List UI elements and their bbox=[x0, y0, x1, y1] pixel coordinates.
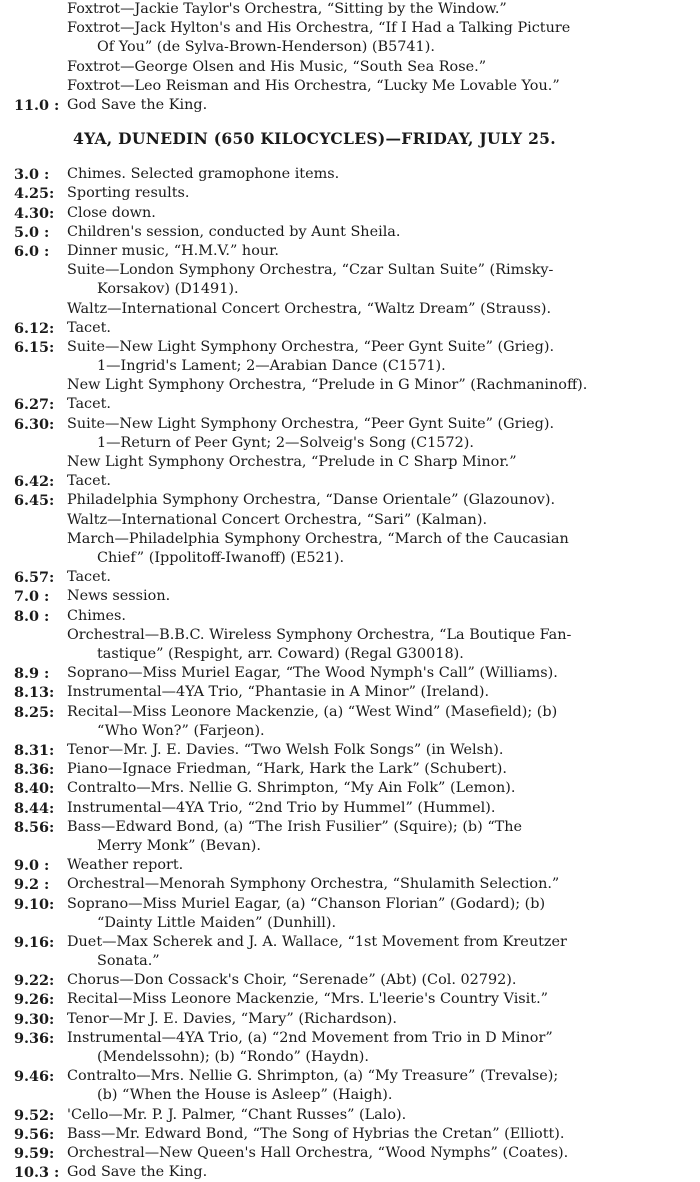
entry-line: Suite—New Light Symphony Orchestra, “Peer Gynt Suite” (Grieg). bbox=[67, 415, 555, 432]
entry-line: New Light Symphony Orchestra, “Prelude in G Minor” (Rachmaninoff). bbox=[67, 377, 588, 394]
entry-line: Recital—Miss Leonore Mackenzie, “Mrs. L'leerie's Country Visit.” bbox=[67, 991, 549, 1008]
programme-entry bbox=[0, 1125, 700, 1144]
entry-time: 9.56: bbox=[14, 1125, 55, 1143]
programme-entry bbox=[0, 856, 700, 875]
entry-line: Instrumental—4YA Trio, “2nd Trio by Hummel” (Hummel). bbox=[67, 799, 496, 816]
entry-line: Bass—Edward Bond, (a) “The Irish Fusilier” (Squire); (b) “The bbox=[67, 818, 523, 835]
entry-line: Contralto—Mrs. Nellie G. Shrimpton, “My Ain Folk” (Lemon). bbox=[67, 780, 516, 797]
entry-line: Bass—Mr. Edward Bond, “The Song of Hybrias the Cretan” (Elliott). bbox=[67, 1125, 565, 1142]
entry-time: 9.26: bbox=[14, 991, 55, 1009]
programme-entry bbox=[0, 472, 700, 491]
entry-line: Instrumental—4YA Trio, “Phantasie in A Minor” (Ireland). bbox=[67, 684, 490, 701]
entry-content bbox=[67, 1125, 700, 1144]
programme-entry bbox=[0, 1163, 700, 1182]
entry-content bbox=[67, 875, 700, 894]
entry-line: Tacet. bbox=[67, 319, 111, 336]
entry-time: 9.59: bbox=[14, 1145, 55, 1163]
entry-line: Contralto—Mrs. Nellie G. Shrimpton, (a) “My Treasure” (Trevalse); bbox=[67, 1068, 559, 1085]
entry-line: Chimes. bbox=[67, 607, 127, 624]
programme-entry bbox=[0, 338, 700, 396]
entry-line: March—Philadelphia Symphony Orchestra, “March of the Caucasian bbox=[67, 530, 569, 547]
entry-content bbox=[67, 96, 700, 115]
station-heading: 4YA, DUNEDIN (650 KILOCYCLES)—FRIDAY, JULY 25. bbox=[73, 129, 556, 149]
entry-content bbox=[67, 184, 700, 203]
entry-time: 5.0 : bbox=[14, 223, 50, 241]
entry-line: Chief” (Ippolitoff-Iwanoff) (E521). bbox=[97, 550, 345, 566]
entry-line: Tenor—Mr J. E. Davies, “Mary” (Richardson). bbox=[67, 1010, 397, 1027]
programme-entry bbox=[0, 1067, 700, 1105]
programme-entry bbox=[0, 491, 700, 568]
entry-content bbox=[67, 779, 700, 798]
entry-line: Suite—London Symphony Orchestra, “Czar Sultan Suite” (Rimsky- bbox=[67, 262, 554, 279]
entry-time: 6.57: bbox=[14, 569, 55, 587]
programme-entry bbox=[0, 204, 700, 223]
programme-entry bbox=[0, 895, 700, 933]
entry-time: 9.0 : bbox=[14, 857, 50, 875]
entry-content bbox=[67, 683, 700, 702]
entry-line: 1—Ingrid's Lament; 2—Arabian Dance (C1571). bbox=[97, 358, 446, 375]
entry-time: 10.3 : bbox=[14, 1164, 60, 1182]
entry-line: Tacet. bbox=[67, 396, 111, 413]
entry-time: 4.30: bbox=[14, 204, 55, 222]
programme-entry bbox=[0, 587, 700, 606]
prelude-line: Foxtrot—Jackie Taylor's Orchestra, “Sitting by the Window.” bbox=[67, 1, 507, 17]
entry-content bbox=[67, 703, 700, 741]
entry-content bbox=[67, 338, 700, 396]
programme-entry bbox=[0, 1029, 700, 1067]
entry-line: Dinner music, “H.M.V.” hour. bbox=[67, 242, 279, 259]
entry-content bbox=[67, 799, 700, 818]
programme-entry bbox=[0, 1010, 700, 1029]
programme-entry bbox=[0, 703, 700, 741]
entry-time: 3.0 : bbox=[14, 166, 50, 184]
entry-line: Instrumental—4YA Trio, (a) “2nd Movement from Trio in D Minor” bbox=[67, 1029, 553, 1046]
entry-content bbox=[67, 472, 700, 491]
entry-content bbox=[67, 568, 700, 587]
programme-entry bbox=[0, 415, 700, 473]
entry-time: 9.36: bbox=[14, 1029, 55, 1047]
prelude-item bbox=[67, 77, 700, 96]
entry-line: Philadelphia Symphony Orchestra, “Danse Orientale” (Glazounov). bbox=[67, 492, 556, 509]
programme-entry bbox=[0, 1144, 700, 1163]
entry-content bbox=[67, 223, 700, 242]
entry-time: 8.9 : bbox=[14, 665, 50, 683]
entry-content bbox=[67, 491, 700, 568]
entry-content bbox=[67, 933, 700, 971]
entry-time: 8.0 : bbox=[14, 607, 50, 625]
prelude-item bbox=[67, 58, 700, 77]
entry-content bbox=[67, 319, 700, 338]
programme-entry bbox=[0, 799, 700, 818]
entry-line: 'Cello—Mr. P. J. Palmer, “Chant Russes” (Lalo). bbox=[67, 1106, 407, 1123]
entry-line: Chorus—Don Cossack's Choir, “Serenade” (Abt) (Col. 02792). bbox=[67, 972, 517, 989]
entry-line: Tacet. bbox=[67, 569, 111, 586]
entry-content bbox=[67, 242, 700, 319]
entry-content bbox=[67, 818, 700, 856]
entry-time: 9.16: bbox=[14, 933, 55, 951]
prelude-item bbox=[67, 19, 700, 57]
entry-line: Sporting results. bbox=[67, 185, 190, 202]
entry-time: 6.0 : bbox=[14, 242, 50, 260]
programme-entry bbox=[0, 933, 700, 971]
entry-time: 6.30: bbox=[14, 415, 55, 433]
entry-content bbox=[67, 1029, 700, 1067]
entry-line: New Light Symphony Orchestra, “Prelude in C Sharp Minor.” bbox=[67, 454, 517, 471]
entry-content bbox=[67, 990, 700, 1009]
entry-line: Soprano—Miss Muriel Eagar, “The Wood Nymph's Call” (Williams). bbox=[67, 665, 558, 682]
entry-line: Orchestral—New Queen's Hall Orchestra, “Wood Nymphs” (Coates). bbox=[67, 1145, 569, 1162]
programme-entry bbox=[0, 971, 700, 990]
entry-content bbox=[67, 165, 700, 184]
entry-content bbox=[67, 856, 700, 875]
programme-entry bbox=[0, 568, 700, 587]
entry-line: Chimes. Selected gramophone items. bbox=[67, 166, 340, 183]
prelude-line: Foxtrot—George Olsen and His Music, “South Sea Rose.” bbox=[67, 58, 487, 75]
entry-content bbox=[67, 1163, 700, 1182]
entry-time: 8.31: bbox=[14, 741, 55, 759]
entry-time: 9.30: bbox=[14, 1010, 55, 1028]
entry-line: Tenor—Mr. J. E. Davies. “Two Welsh Folk Songs” (in Welsh). bbox=[67, 741, 504, 758]
entry-time: 6.15: bbox=[14, 338, 55, 356]
prelude-line: Foxtrot—Leo Reisman and His Orchestra, “Lucky Me Lovable You.” bbox=[67, 77, 560, 94]
entry-content bbox=[67, 1010, 700, 1029]
entry-line: Recital—Miss Leonore Mackenzie, (a) “West Wind” (Masefield); (b) bbox=[67, 703, 558, 720]
entry-line: (Mendelssohn); (b) “Rondo” (Haydn). bbox=[97, 1049, 369, 1066]
entry-time: 8.13: bbox=[14, 684, 55, 702]
programme-entry bbox=[0, 96, 700, 115]
entry-line: 1—Return of Peer Gynt; 2—Solveig's Song (C1572). bbox=[97, 434, 474, 451]
entry-content bbox=[67, 415, 700, 473]
entry-line: “Who Won?” (Farjeon). bbox=[97, 722, 265, 739]
entry-time: 8.56: bbox=[14, 818, 55, 836]
prelude-line: Of You” (de Sylva-Brown-Henderson) (B5741). bbox=[97, 39, 435, 56]
entry-content bbox=[67, 895, 700, 933]
entry-time: 11.0 : bbox=[14, 96, 60, 114]
entry-time: 6.12: bbox=[14, 319, 55, 337]
programme-entry bbox=[0, 395, 700, 414]
entry-content bbox=[67, 395, 700, 414]
entry-line: Merry Monk” (Bevan). bbox=[97, 837, 261, 854]
programme-entry bbox=[0, 779, 700, 798]
entry-line: Weather report. bbox=[67, 857, 184, 874]
entry-content bbox=[67, 971, 700, 990]
programme-entry bbox=[0, 664, 700, 683]
entry-time: 6.42: bbox=[14, 473, 55, 491]
programme-entry bbox=[0, 683, 700, 702]
programme-entry bbox=[0, 741, 700, 760]
entry-line: Tacet. bbox=[67, 473, 111, 490]
entry-content bbox=[67, 1067, 700, 1105]
entry-time: 8.44: bbox=[14, 799, 55, 817]
entry-line: Orchestral—B.B.C. Wireless Symphony Orchestra, “La Boutique Fan- bbox=[67, 626, 572, 643]
programme-list bbox=[0, 165, 700, 1182]
entry-line: News session. bbox=[67, 588, 171, 605]
entry-line: God Save the King. bbox=[67, 96, 208, 113]
entry-content bbox=[67, 1106, 700, 1125]
entry-time: 9.10: bbox=[14, 895, 55, 913]
entry-content bbox=[67, 1144, 700, 1163]
entry-line: God Save the King. bbox=[67, 1164, 208, 1181]
entry-time: 9.52: bbox=[14, 1106, 55, 1124]
prelude-line: Foxtrot—Jack Hylton's and His Orchestra, “If I Had a Talking Picture bbox=[67, 20, 571, 37]
entry-line: Waltz—International Concert Orchestra, “Waltz Dream” (Strauss). bbox=[67, 300, 552, 317]
entry-line: Waltz—International Concert Orchestra, “Sari” (Kalman). bbox=[67, 511, 488, 528]
entry-content bbox=[67, 204, 700, 223]
entry-time: 8.40: bbox=[14, 780, 55, 798]
prelude-block bbox=[0, 0, 700, 96]
programme-entry bbox=[0, 818, 700, 856]
programme-entry bbox=[0, 990, 700, 1009]
entry-time: 9.2 : bbox=[14, 876, 50, 894]
prelude-item bbox=[67, 0, 700, 19]
entry-time: 8.25: bbox=[14, 703, 55, 721]
programme-entry bbox=[0, 184, 700, 203]
entry-time: 7.0 : bbox=[14, 588, 50, 606]
entry-line: Orchestral—Menorah Symphony Orchestra, “Shulamith Selection.” bbox=[67, 876, 560, 893]
entry-time: 9.22: bbox=[14, 972, 55, 990]
programme-entry bbox=[0, 319, 700, 338]
entry-line: (b) “When the House is Asleep” (Haigh). bbox=[97, 1087, 393, 1104]
entry-line: Children's session, conducted by Aunt Sheila. bbox=[67, 223, 401, 240]
entry-content bbox=[67, 587, 700, 606]
entry-time: 6.27: bbox=[14, 396, 55, 414]
entry-time: 4.25: bbox=[14, 185, 55, 203]
programme-entry bbox=[0, 760, 700, 779]
entry-line: tastique” (Respight, arr. Coward) (Regal G30018). bbox=[97, 645, 464, 662]
entry-content bbox=[67, 664, 700, 683]
entry-time: 9.46: bbox=[14, 1068, 55, 1086]
entry-line: Piano—Ignace Friedman, “Hark, Hark the Lark” (Schubert). bbox=[67, 761, 507, 778]
programme-entry bbox=[0, 223, 700, 242]
programme-entry bbox=[0, 875, 700, 894]
entry-line: “Dainty Little Maiden” (Dunhill). bbox=[97, 914, 337, 931]
entry-content bbox=[67, 760, 700, 779]
entry-time: 8.36: bbox=[14, 761, 55, 779]
entry-line: Soprano—Miss Muriel Eagar, (a) “Chanson Florian” (Godard); (b) bbox=[67, 895, 546, 912]
programme-entry bbox=[0, 242, 700, 319]
entry-content bbox=[67, 607, 700, 665]
programme-entry bbox=[0, 1106, 700, 1125]
entry-line: Close down. bbox=[67, 204, 156, 221]
entry-line: Korsakov) (D1491). bbox=[97, 281, 239, 298]
entry-time: 6.45: bbox=[14, 492, 55, 510]
entry-line: Duet—Max Scherek and J. A. Wallace, “1st Movement from Kreutzer bbox=[67, 933, 567, 950]
programme-entry bbox=[0, 165, 700, 184]
entry-line: Sonata.” bbox=[97, 953, 160, 970]
entry-line: Suite—New Light Symphony Orchestra, “Peer Gynt Suite” (Grieg). bbox=[67, 338, 555, 355]
entry-content bbox=[67, 741, 700, 760]
programme-entry bbox=[0, 607, 700, 665]
